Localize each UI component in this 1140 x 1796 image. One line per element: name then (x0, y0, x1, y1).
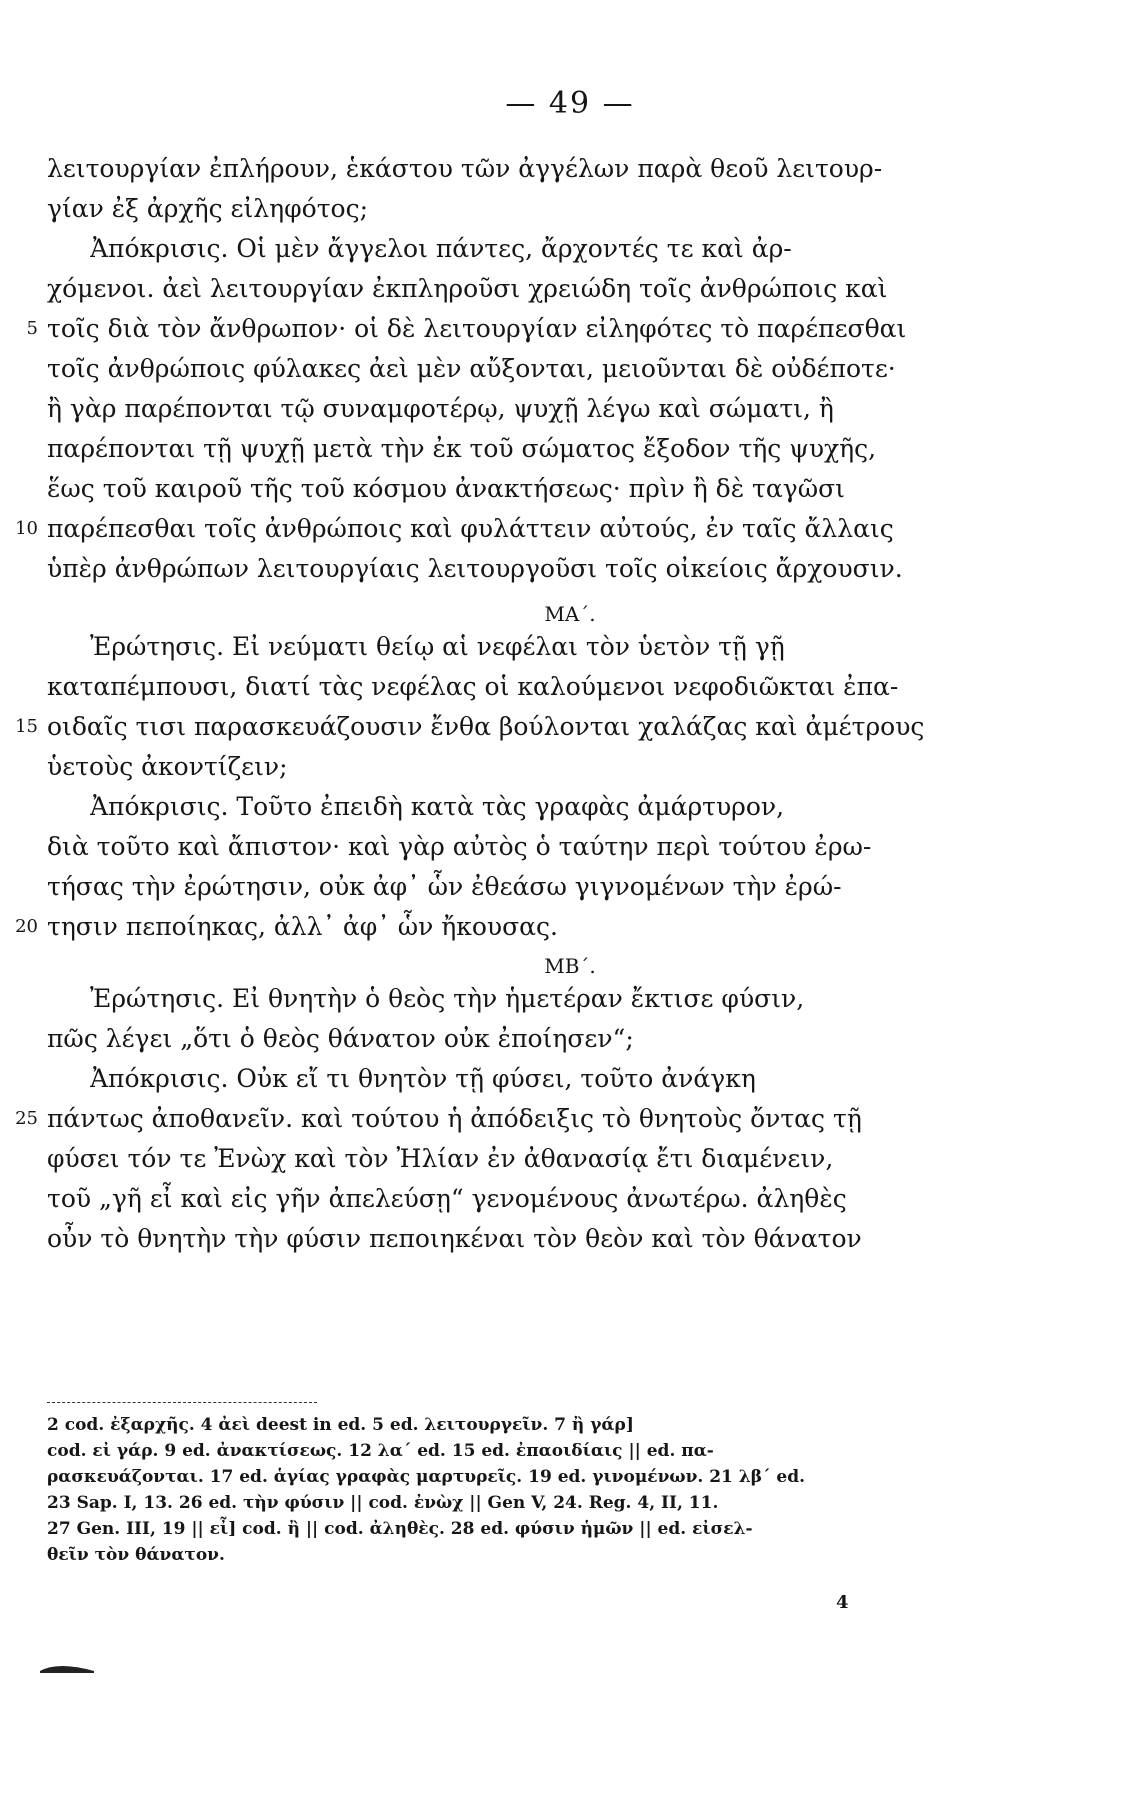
signature-mark: 4 (836, 1592, 849, 1613)
text-line: τοῦ „γῆ εἶ καὶ εἰς γῆν ἀπελεύσῃ“ γενομένους ἀνωτέρω. ἀληθὲς (47, 1184, 847, 1213)
text-line: τοῖς διὰ τὸν ἄνθρωπον· οἱ δὲ λειτουργίαν εἰληφότες τὸ παρέπεσθαι (47, 314, 907, 343)
page-number: — 49 — (505, 86, 635, 121)
text-line: τησιν πεποίηκας, ἀλλ᾽ ἀφ᾽ ὧν ἤκουσας. (47, 912, 558, 941)
text-line: τήσας τὴν ἐρώτησιν, οὐκ ἀφ᾽ ὧν ἐθεάσω γιγνομένων τὴν ἐρώ- (47, 872, 842, 901)
text-line: ἢ γὰρ παρέπονται τῷ συναμφοτέρῳ, ψυχῇ λέγω καὶ σώματι, ἢ (47, 394, 834, 423)
line-number: 20 (15, 916, 38, 937)
line-number: 25 (15, 1108, 38, 1129)
text-line: οιδαῖς τισι παρασκευάζουσιν ἔνθα βούλονται χαλάζας καὶ ἀμέτρους (47, 712, 925, 741)
section-heading: ΜΑ΄. (544, 602, 596, 626)
footnote-separator (47, 1402, 317, 1403)
text-line: φύσει τόν τε Ἐνὼχ καὶ τὸν Ἠλίαν ἐν ἀθανασίᾳ ἔτι διαμένειν, (47, 1144, 834, 1173)
text-line: ὑετοὺς ἀκοντίζειν; (47, 752, 288, 781)
line-number: 15 (15, 716, 38, 737)
text-line: πάντως ἀποθανεῖν. καὶ τούτου ἡ ἀπόδειξις τὸ θνητοὺς ὄντας τῇ (47, 1104, 862, 1133)
text-line: Ἐρώτησις. Εἰ θνητὴν ὁ θεὸς τὴν ἡμετέραν ἔκτισε φύσιν, (90, 984, 805, 1013)
margin-blot-mark (38, 1660, 96, 1674)
text-line: Ἀπόκρισις. Οὐκ εἴ τι θνητὸν τῇ φύσει, τοῦτο ἀνάγκη (90, 1064, 756, 1093)
footnote-line: θεῖν τὸν θάνατον. (47, 1545, 225, 1565)
text-line: ἕως τοῦ καιροῦ τῆς τοῦ κόσμου ἀνακτήσεως· πρὶν ἢ δὲ ταγῶσι (47, 474, 845, 503)
footnote-line: 27 Gen. III, 19 || εἶ] cod. ἢ || cod. ἀληθὲς. 28 ed. φύσιν ἡμῶν || ed. εἰσελ- (47, 1519, 753, 1539)
line-number: 10 (15, 518, 38, 539)
text-line: χόμενοι. ἀεὶ λειτουργίαν ἐκπληροῦσι χρειώδη τοῖς ἀνθρώποις καὶ (47, 274, 888, 303)
footnote-line: 23 Sap. I, 13. 26 ed. τὴν φύσιν || cod. ἐνὼχ || Gen V, 24. Reg. 4, II, 11. (47, 1493, 719, 1513)
text-line: παρέπονται τῇ ψυχῇ μετὰ τὴν ἐκ τοῦ σώματος ἔξοδον τῆς ψυχῆς, (47, 434, 877, 463)
text-line: καταπέμπουσι, διατί τὰς νεφέλας οἱ καλούμενοι νεφοδιῶκται ἐπα- (47, 672, 899, 701)
section-heading: ΜΒ΄. (544, 954, 596, 978)
text-line: ὑπὲρ ἀνθρώπων λειτουργίαις λειτουργοῦσι τοῖς οἰκείοις ἄρχουσιν. (47, 554, 903, 583)
text-line: πῶς λέγει „ὅτι ὁ θεὸς θάνατον οὐκ ἐποίησεν“; (47, 1024, 634, 1053)
text-line: Ἀπόκρισις. Οἱ μὲν ἄγγελοι πάντες, ἄρχοντές τε καὶ ἀρ- (90, 234, 792, 263)
text-line: οὖν τὸ θνητὴν τὴν φύσιν πεποιηκέναι τὸν θεὸν καὶ τὸν θάνατον (47, 1224, 862, 1253)
line-number: 5 (26, 318, 38, 339)
text-line: τοῖς ἀνθρώποις φύλακες ἀεὶ μὲν αὔξονται, μειοῦνται δὲ οὐδέποτε· (47, 354, 896, 383)
text-line: Ἀπόκρισις. Τοῦτο ἐπειδὴ κατὰ τὰς γραφὰς ἀμάρτυρον, (90, 792, 785, 821)
text-line: παρέπεσθαι τοῖς ἀνθρώποις καὶ φυλάττειν αὐτούς, ἐν ταῖς ἄλλαις (47, 514, 894, 543)
text-line: Ἐρώτησις. Εἰ νεύματι θείῳ αἱ νεφέλαι τὸν ὑετὸν τῇ γῇ (90, 632, 785, 661)
text-line: διὰ τοῦτο καὶ ἄπιστον· καὶ γὰρ αὐτὸς ὁ ταύτην περὶ τούτου ἐρω- (47, 832, 872, 861)
footnote-line: cod. εἰ γάρ. 9 ed. ἀνακτίσεως. 12 λα΄ ed. 15 ed. ἐπαοιδίαις || ed. πα- (47, 1441, 714, 1461)
text-line: λειτουργίαν ἐπλήρουν, ἑκάστου τῶν ἀγγέλων παρὰ θεοῦ λειτουρ- (47, 154, 883, 183)
footnote-line: 2 cod. ἐξαρχῆς. 4 ἀεὶ deest in ed. 5 ed. λειτουργεῖν. 7 ἢ γάρ] (47, 1415, 634, 1435)
footnote-line: ρασκευάζονται. 17 ed. ἁγίας γραφὰς μαρτυρεῖς. 19 ed. γινομένων. 21 λβ΄ ed. (47, 1467, 806, 1487)
text-line: γίαν ἐξ ἀρχῆς εἰληφότος; (47, 194, 368, 223)
